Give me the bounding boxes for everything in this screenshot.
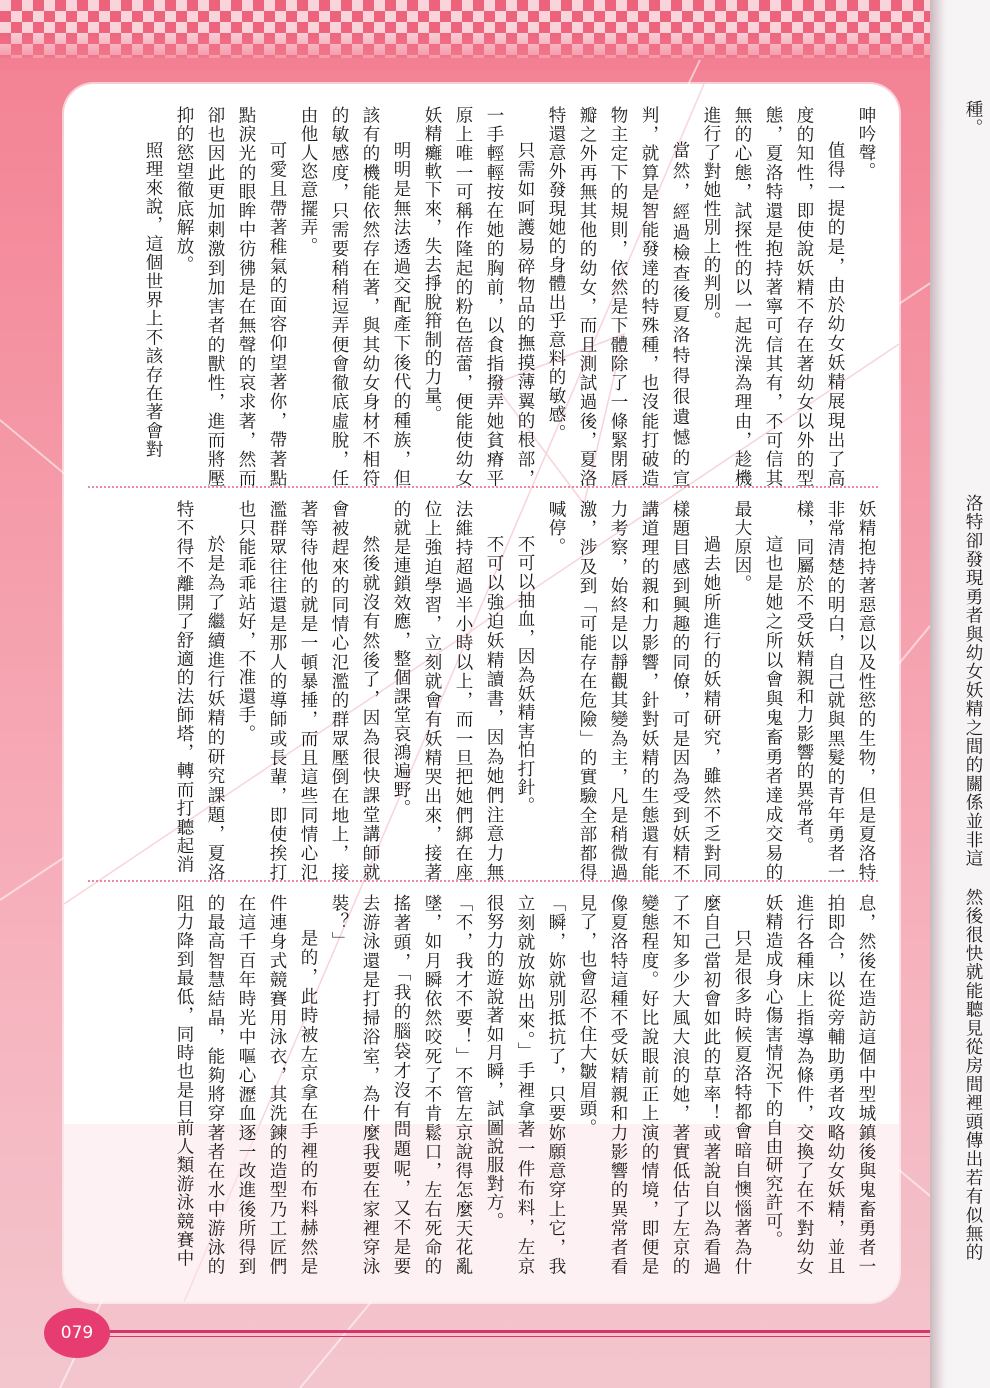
column-divider <box>88 880 878 882</box>
paragraph: 只是很多時候夏洛特都會暗自懊惱著為什麼自己當初會如此的草率！或著說自以為看過了不知多少大風大浪的她，著實低估了左京的變態程度。好比說眼前正上演的情境，即便是像夏洛特這種不受妖精親和力影響的異常者看見了，也會忍不住大皺眉頭。 <box>577 894 752 1276</box>
paragraph: 於是為了繼續進行妖精的研究課題，夏洛特不得不離開了舒適的法師塔，轉而打聽起消 <box>174 500 225 882</box>
text-column-top <box>64 106 881 488</box>
text-column-bottom <box>64 894 881 1276</box>
paragraph: 不可以抽血，因為妖精害怕打針。 <box>515 535 535 816</box>
paragraph: 不可以強迫妖精讀書，因為她們注意力無法維持超過半小時以上，而一旦把她們綁在座位上強迫學習，立刻就會有妖精哭出來，接著的就是連鎖效應，整個課堂哀鴻遍野。 <box>391 500 504 882</box>
page-number: 079 <box>44 1308 110 1358</box>
footer-rule-thin <box>100 1336 935 1337</box>
adjacent-page-text-top: 種。 <box>963 100 983 138</box>
text-panel <box>64 84 899 1302</box>
adjacent-page-text-middle: 洛特卻發現勇者與幼女妖精之間的關係並非這 <box>963 494 983 868</box>
paragraph: 是的，此時被左京拿在手裡的布料赫然是件連身式競賽用泳衣，其洗鍊的造型乃工匠們在這千百年時光中嘔心瀝血逐一改進後所得到的最高智慧結晶，能夠將穿著者在水中游泳的阻力降到最低，同時也是目前人類游泳競賽中 <box>174 894 318 1276</box>
column-divider <box>88 486 878 488</box>
paragraph: 「瞬，妳就別抵抗了，只要妳願意穿上它，我立刻就放妳出來。」手裡拿著一件布料，左京很努力的遊說著如月瞬，試圖說服對方。 <box>484 894 566 1276</box>
adjacent-page <box>948 0 990 1388</box>
paragraph: 「不，我才不要！」不管左京說得怎麼天花亂墜，如月瞬依然咬死了不肯鬆口，左右死命的搖著頭，「我的腦袋才沒有問題呢，又不是要去游泳還是打掃浴室，為什麼我要在家裡穿泳裝？」 <box>329 894 473 1276</box>
footer-rule <box>100 1330 935 1333</box>
paragraph: 當然，經過檢查後夏洛特得很遺憾的宣判，就算是智能發達的特殊種，也沒能打破造物主定下的規則，依然是下體除了一條緊閉唇瓣之外再無其他的幼女，而且測試過後，夏洛特還意外發現她的身體出乎意料的敏感。 <box>546 106 690 488</box>
paragraph: 過去她所進行的妖精研究，雖然不乏對同樣題目感到興趣的同僚，可是因為受到妖精不講道理的親和力影響，針對妖精的生態還有能力考察，始終是以靜觀其變為主，凡是稍微過激，涉及到「可能存在危險」的實驗全部都得喊停。 <box>546 500 721 882</box>
paragraph: 值得一提的是，由於幼女妖精展現出了高度的知性，即使說妖精不存在著幼女以外的型態，夏洛特還是抱持著寧可信其有，不可信其無的心態，試探性的以一起洗澡為理由，趁機進行了對她性別上的判別。 <box>701 106 845 488</box>
text-column-middle <box>64 500 881 882</box>
paragraph: 可愛且帶著稚氣的面容仰望著你，帶著點點淚光的眼眸中彷彿是在無聲的哀求著，然而卻也因此更加刺激到加害者的獸性，進而將壓抑的慾望徹底解放。 <box>174 106 287 488</box>
adjacent-page-text-bottom: 然後很快就能聽見從房間裡頭傳出若有似無的 <box>963 888 983 1262</box>
paragraph: 這也是她之所以會與鬼畜勇者達成交易的最大原因。 <box>732 500 783 882</box>
paragraph: 只需如呵護易碎物品的撫摸薄翼的根部，一手輕輕按在她的胸前，以食指撥弄她貧瘠平原上唯一可稱作隆起的粉色蓓蕾，便能使幼女妖精癱軟下來，失去掙脫箝制的力量。 <box>422 106 535 488</box>
paragraph: 照理來說，這個世界上不該存在著會對 <box>143 141 163 459</box>
paragraph: 妖精抱持著惡意以及性慾的生物，但是夏洛特非常清楚的明白，自己就與黑髮的青年勇者一樣，同屬於不受妖精親和力影響的異常者。 <box>794 500 876 882</box>
paragraph: 明明是無法透過交配產下後代的種族，但該有的機能依然存在著，與其幼女身材不相符的敏感度，只需要稍稍逗弄便會徹底虛脫，任由他人恣意擺弄。 <box>298 106 411 488</box>
paragraph: 息，然後在造訪這個中型城鎮後與鬼畜勇者一拍即合，以從旁輔助勇者攻略幼女妖精，並且進行各種床上指導為條件，交換了在不對幼女妖精造成身心傷害情況下的自由研究許可。 <box>763 894 876 1276</box>
paragraph: 呻吟聲。 <box>856 106 876 181</box>
paragraph: 然後就沒有然後了，因為很快課堂講師就會被趕來的同情心氾濫的群眾壓倒在地上，接著等待他的就是一頓暴捶，而且這些同情心氾濫群眾往往還是那人的導師或長輩，即使挨打也只能乖乖站好，不准還手。 <box>236 500 380 882</box>
